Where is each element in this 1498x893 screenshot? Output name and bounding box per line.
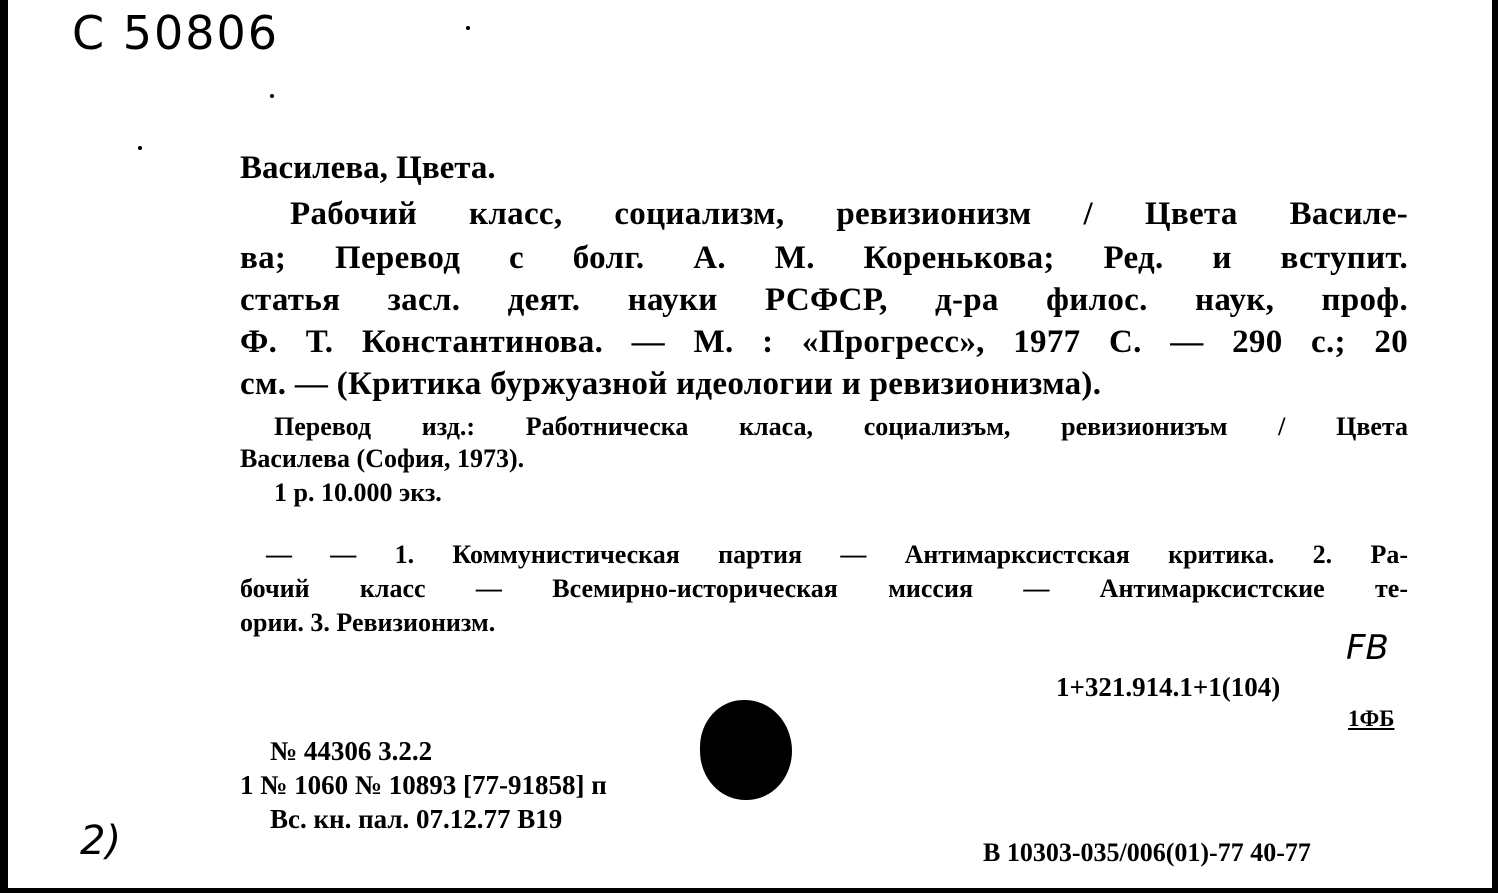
speck: [270, 94, 274, 98]
classification-code: 1+321.914.1+1(104): [1056, 672, 1281, 702]
catalog-number: С 50806: [72, 6, 280, 60]
title-line-5: см. — (Критика буржуазной идеологии и ревизионизма).: [240, 366, 1102, 402]
ink-blot: [700, 700, 792, 800]
speck: [138, 146, 142, 150]
subjects-line-1: — — 1. Коммунистическая партия — Антимарксистская критика. 2. Ра-: [266, 540, 1408, 569]
accession-line-3: Вс. кн. пал. 07.12.77 В19: [270, 804, 563, 834]
translation-note-line-2: Василева (София, 1973).: [240, 444, 525, 473]
speck: [466, 26, 470, 30]
classification-sub: 1ФБ: [1348, 706, 1395, 731]
title-line-4: Ф. Т. Константинова. — М. : «Прогресс», 1977 С. — 290 с.; 20: [240, 324, 1408, 360]
subjects-line-2: бочий класс — Всемирно-историческая миссия — Антимарксистские те-: [240, 574, 1408, 603]
title-line-1: Рабочий класс, социализм, ревизионизм / Цвета Василе-: [290, 196, 1408, 232]
initials-mark: FB: [1346, 628, 1389, 668]
author-heading: Василева, Цвета.: [240, 150, 496, 186]
bottom-code: В 10303-035/006(01)-77 40-77: [983, 838, 1311, 867]
corner-mark: 2): [80, 818, 122, 864]
catalog-card: [8, 0, 1492, 888]
accession-line-2: 1 № 1060 № 10893 [77-91858] п: [240, 770, 607, 800]
accession-line-1: № 44306 3.2.2: [270, 736, 433, 766]
price-run: 1 р. 10.000 экз.: [274, 478, 442, 507]
subjects-line-3: ории. 3. Ревизионизм.: [240, 608, 496, 637]
title-line-2: ва; Перевод с болг. А. М. Коренькова; Ред. и вступит.: [240, 240, 1408, 276]
title-line-3: статья засл. деят. науки РСФСР, д-ра филос. наук, проф.: [240, 282, 1408, 318]
translation-note-line-1: Перевод изд.: Работническа класа, социализъм, ревизионизъм / Цвета: [274, 412, 1408, 441]
